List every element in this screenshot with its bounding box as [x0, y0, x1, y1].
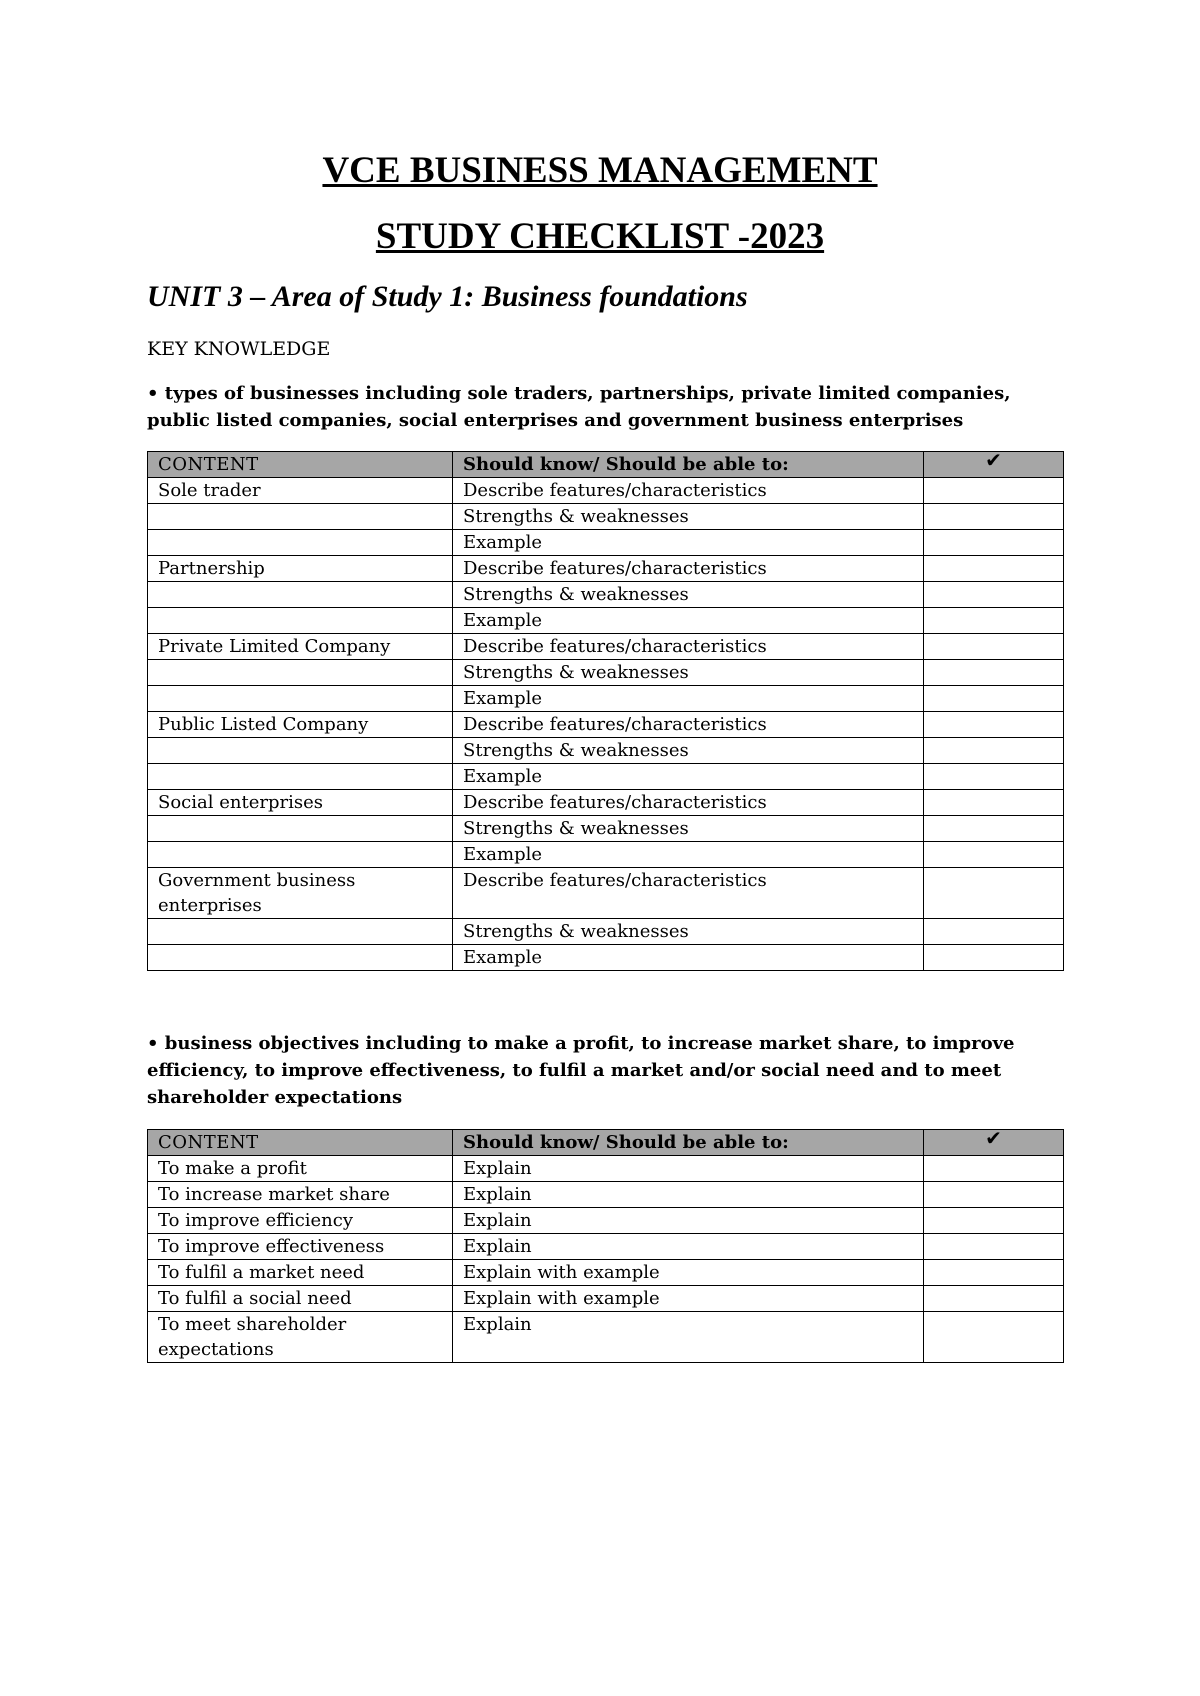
- table-header-row: [148, 1130, 1064, 1156]
- key-knowledge-label: KEY KNOWLEDGE: [147, 338, 331, 360]
- content-cell: Partnership: [148, 556, 453, 582]
- table-row: [148, 842, 1064, 868]
- unit-heading: UNIT 3 – Area of Study 1: Business foundations: [147, 280, 748, 313]
- should-know-cell: Example: [453, 686, 924, 712]
- table-row: [148, 1260, 1064, 1286]
- content-cell: Sole trader: [148, 478, 453, 504]
- check-cell[interactable]: [924, 582, 1064, 608]
- content-cell: [148, 530, 453, 556]
- table-row: [148, 582, 1064, 608]
- should-know-cell: Strengths & weaknesses: [453, 919, 924, 945]
- table-row: [148, 738, 1064, 764]
- table-row: [148, 504, 1064, 530]
- table-row: [148, 686, 1064, 712]
- table-row: [148, 660, 1064, 686]
- check-cell[interactable]: [924, 712, 1064, 738]
- should-know-cell: Explain with example: [453, 1286, 924, 1312]
- should-know-cell: Describe features/characteristics: [453, 556, 924, 582]
- check-cell[interactable]: [924, 1208, 1064, 1234]
- table-row: [148, 816, 1064, 842]
- should-know-cell: Strengths & weaknesses: [453, 660, 924, 686]
- page-title-line-1: VCE BUSINESS MANAGEMENT: [322, 150, 878, 191]
- should-know-cell: Example: [453, 764, 924, 790]
- should-know-cell: Example: [453, 530, 924, 556]
- check-cell[interactable]: [924, 764, 1064, 790]
- content-cell: Social enterprises: [148, 790, 453, 816]
- checkmark-icon: ✔: [924, 1130, 1064, 1156]
- content-cell: [148, 764, 453, 790]
- should-know-cell: Example: [453, 945, 924, 971]
- check-cell[interactable]: [924, 868, 1064, 919]
- table-row: [148, 1208, 1064, 1234]
- should-know-cell: Strengths & weaknesses: [453, 582, 924, 608]
- should-know-cell: Explain: [453, 1182, 924, 1208]
- should-know-cell: Describe features/characteristics: [453, 868, 924, 919]
- should-know-cell: Strengths & weaknesses: [453, 738, 924, 764]
- check-cell[interactable]: [924, 1312, 1064, 1363]
- should-know-cell: Explain with example: [453, 1260, 924, 1286]
- content-cell: Private Limited Company: [148, 634, 453, 660]
- content-cell: To meet shareholder expectations: [148, 1312, 453, 1363]
- table-row: [148, 478, 1064, 504]
- should-know-cell: Describe features/characteristics: [453, 790, 924, 816]
- content-column-header: CONTENT: [148, 1130, 453, 1156]
- check-cell[interactable]: [924, 478, 1064, 504]
- business-objectives-table: [147, 1126, 1064, 1363]
- check-cell[interactable]: [924, 504, 1064, 530]
- table-row: [148, 945, 1064, 971]
- table-row: [148, 1286, 1064, 1312]
- check-cell[interactable]: [924, 1260, 1064, 1286]
- check-cell[interactable]: [924, 686, 1064, 712]
- table-row: [148, 764, 1064, 790]
- check-cell[interactable]: [924, 842, 1064, 868]
- table-header-row: [148, 452, 1064, 478]
- business-types-table: [147, 448, 1064, 971]
- should-know-cell: Strengths & weaknesses: [453, 504, 924, 530]
- content-cell: [148, 660, 453, 686]
- content-cell: [148, 738, 453, 764]
- check-cell[interactable]: [924, 1286, 1064, 1312]
- should-know-cell: Explain: [453, 1312, 924, 1363]
- table-row: [148, 556, 1064, 582]
- table-row: [148, 1156, 1064, 1182]
- check-cell[interactable]: [924, 945, 1064, 971]
- table-row: [148, 919, 1064, 945]
- content-cell: [148, 816, 453, 842]
- check-cell[interactable]: [924, 919, 1064, 945]
- should-know-cell: Example: [453, 842, 924, 868]
- table-row: [148, 608, 1064, 634]
- content-cell: [148, 582, 453, 608]
- check-cell[interactable]: [924, 738, 1064, 764]
- content-column-header: CONTENT: [148, 452, 453, 478]
- content-cell: [148, 504, 453, 530]
- should-know-column-header: Should know/ Should be able to:: [453, 452, 924, 478]
- check-cell[interactable]: [924, 1182, 1064, 1208]
- content-cell: [148, 686, 453, 712]
- should-know-cell: Describe features/characteristics: [453, 712, 924, 738]
- key-knowledge-bullet-1: • types of businesses including sole traders, partnerships, private limited companies, public listed companies, social enterprises and government business enterprises: [147, 383, 1011, 431]
- content-cell: To make a profit: [148, 1156, 453, 1182]
- should-know-cell: Describe features/characteristics: [453, 478, 924, 504]
- content-cell: Public Listed Company: [148, 712, 453, 738]
- check-cell[interactable]: [924, 660, 1064, 686]
- content-cell: To increase market share: [148, 1182, 453, 1208]
- table-row: [148, 712, 1064, 738]
- should-know-cell: Example: [453, 608, 924, 634]
- content-cell: [148, 945, 453, 971]
- content-cell: [148, 608, 453, 634]
- check-cell[interactable]: [924, 608, 1064, 634]
- check-cell[interactable]: [924, 556, 1064, 582]
- table-row: [148, 1312, 1064, 1363]
- key-knowledge-bullet-2: • business objectives including to make a profit, to increase market share, to improve efficiency, to improve effectiveness, to fulfil a market and/or social need and to meet shareholder expectations: [147, 1033, 1015, 1108]
- content-cell: To improve efficiency: [148, 1208, 453, 1234]
- should-know-cell: Explain: [453, 1156, 924, 1182]
- check-cell[interactable]: [924, 816, 1064, 842]
- table-row: [148, 1182, 1064, 1208]
- content-cell: To fulfil a social need: [148, 1286, 453, 1312]
- table-row: [148, 530, 1064, 556]
- should-know-cell: Explain: [453, 1234, 924, 1260]
- content-cell: [148, 919, 453, 945]
- should-know-cell: Strengths & weaknesses: [453, 816, 924, 842]
- table-row: [148, 1234, 1064, 1260]
- content-cell: To improve effectiveness: [148, 1234, 453, 1260]
- table-row: [148, 634, 1064, 660]
- checkmark-icon: ✔: [924, 452, 1064, 478]
- check-cell[interactable]: [924, 634, 1064, 660]
- content-cell: Government business enterprises: [148, 868, 453, 919]
- content-cell: [148, 842, 453, 868]
- check-cell[interactable]: [924, 1156, 1064, 1182]
- check-cell[interactable]: [924, 790, 1064, 816]
- check-cell[interactable]: [924, 530, 1064, 556]
- page-title-line-2: STUDY CHECKLIST -2023: [375, 216, 825, 257]
- should-know-cell: Explain: [453, 1208, 924, 1234]
- content-cell: To fulfil a market need: [148, 1260, 453, 1286]
- should-know-column-header: Should know/ Should be able to:: [453, 1130, 924, 1156]
- should-know-cell: Describe features/characteristics: [453, 634, 924, 660]
- table-row: [148, 790, 1064, 816]
- table-row: [148, 868, 1064, 919]
- check-cell[interactable]: [924, 1234, 1064, 1260]
